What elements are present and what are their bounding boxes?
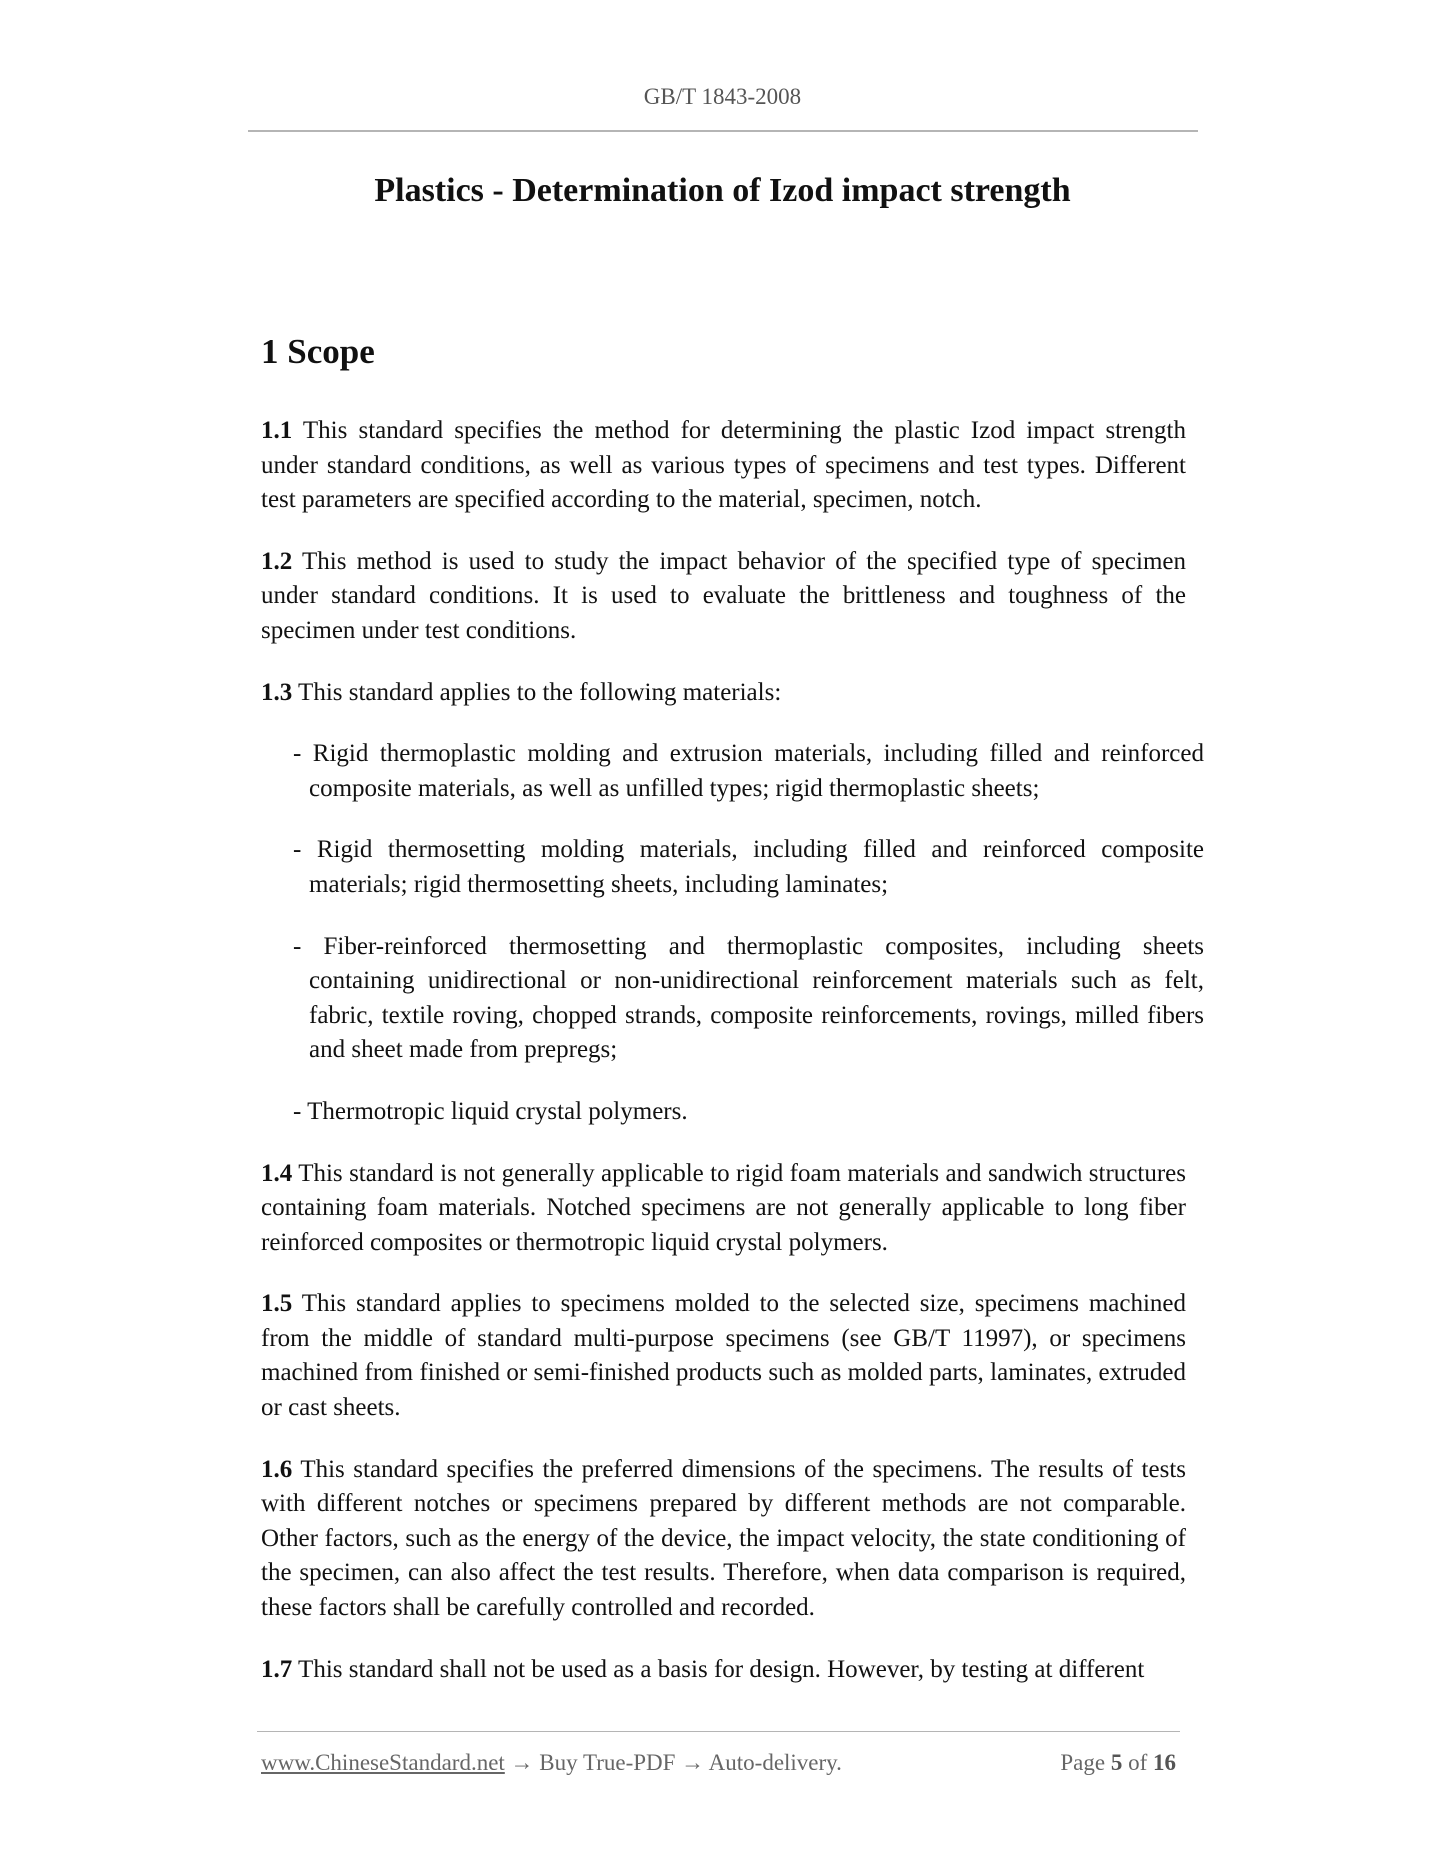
footer-promo bbox=[261, 1750, 842, 1776]
document-body bbox=[261, 414, 1204, 1714]
clause-number: 1.3 bbox=[261, 678, 293, 706]
page-indicator bbox=[1060, 1750, 1176, 1776]
paragraph-text: This standard is not generally applicable to rigid foam materials and sandwich structures containing foam materials. Notched specimens are not generally applicable to long fiber reinforced composites or thermotropic liquid crystal polymers. bbox=[261, 1159, 1186, 1256]
clause-number: 1.4 bbox=[261, 1159, 293, 1187]
document-title: Plastics - Determination of Izod impact strength bbox=[374, 172, 1071, 209]
page-footer bbox=[261, 1750, 1176, 1776]
header-divider bbox=[248, 130, 1198, 132]
paragraph-text: This standard applies to the following materials: bbox=[292, 678, 782, 706]
clause-number: 1.5 bbox=[261, 1290, 293, 1318]
paragraph-text: This standard specifies the method for determining the plastic Izod impact strength under standard conditions, as well as various types of specimens and test types. Different test parameters are specified according to the material, specimen, notch. bbox=[261, 417, 1186, 514]
current-page: 5 bbox=[1110, 1750, 1123, 1775]
clause-number: 1.6 bbox=[261, 1455, 293, 1483]
list-item: - Rigid thermoplastic molding and extrusion materials, including filled and reinforced composite materials, as well as unfilled types; rigid thermoplastic sheets; bbox=[293, 740, 1204, 802]
list-item: - Rigid thermosetting molding materials, including filled and reinforced composite materials; rigid thermosetting sheets, including laminates; bbox=[293, 836, 1204, 898]
page-label: Page bbox=[1060, 1750, 1111, 1775]
total-pages: 16 bbox=[1153, 1750, 1176, 1775]
list-item: - Fiber-reinforced thermosetting and thermoplastic composites, including sheets containing unidirectional or non-unidirectional reinforcement materials such as felt, fabric, textile roving, chopped strands, composite reinforcements, rovings, milled fibers and sheet made from prepregs; bbox=[293, 932, 1204, 1064]
paragraph-1-6 bbox=[261, 1453, 1186, 1626]
paragraph-1-4 bbox=[261, 1157, 1186, 1261]
paragraph-1-1 bbox=[261, 414, 1186, 518]
paragraph-text: This standard specifies the preferred dimensions of the specimens. The results of tests with different notches or specimens prepared by different methods are not comparable. Other factors, such as the energy of the device, the impact velocity, the state conditioning of the specimen, can also affect the test results. Therefore, when data comparison is required, these factors shall be carefully controlled and recorded. bbox=[261, 1455, 1186, 1622]
clause-number: 1.7 bbox=[261, 1655, 293, 1683]
document-header-id: GB/T 1843-2008 bbox=[643, 84, 802, 109]
footer-tagline: → Buy True-PDF → Auto-delivery. bbox=[504, 1750, 842, 1775]
section-heading: 1 Scope bbox=[261, 332, 375, 371]
paragraph-1-2 bbox=[261, 545, 1186, 649]
paragraph-text: This standard shall not be used as a basis for design. However, by testing at different bbox=[292, 1655, 1145, 1683]
paragraph-text: This standard applies to specimens molded to the selected size, specimens machined from the middle of standard multi-purpose specimens (see GB/T 11997), or specimens machined from finished or semi-finished products such as molded parts, laminates, extruded or cast sheets. bbox=[261, 1290, 1186, 1422]
website-link[interactable]: www.ChineseStandard.net bbox=[261, 1750, 505, 1775]
of-label: of bbox=[1122, 1750, 1153, 1775]
list-item: - Thermotropic liquid crystal polymers. bbox=[293, 1097, 688, 1125]
paragraph-1-3 bbox=[261, 676, 1186, 711]
clause-number: 1.1 bbox=[261, 417, 293, 444]
clause-number: 1.2 bbox=[261, 547, 293, 575]
paragraph-text: This method is used to study the impact behavior of the specified type of specimen under standard conditions. It is used to evaluate the brittleness and toughness of the specimen under test conditions. bbox=[261, 547, 1186, 644]
paragraph-1-7 bbox=[261, 1653, 1186, 1688]
footer-divider bbox=[257, 1731, 1180, 1732]
paragraph-1-5 bbox=[261, 1287, 1186, 1425]
